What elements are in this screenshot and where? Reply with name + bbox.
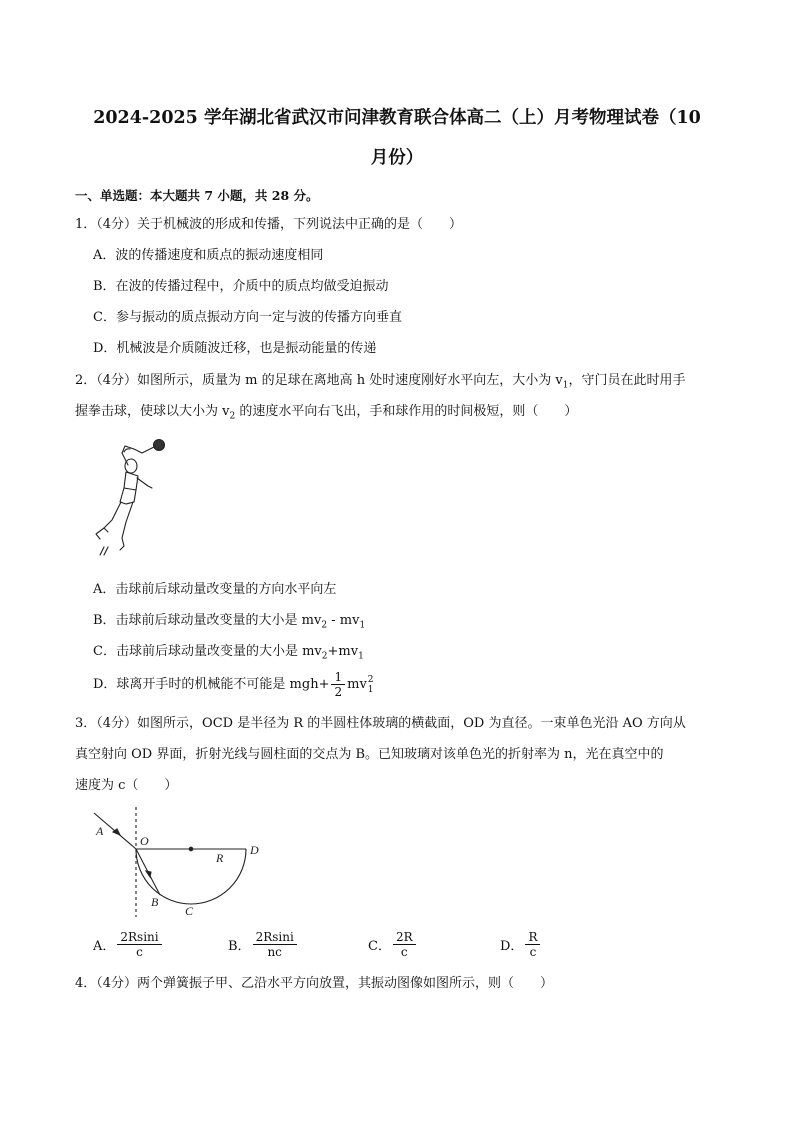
exam-title-line1: 2024-2025 学年湖北省武汉市问津教育联合体高二（上）月考物理试卷（10 [93, 108, 701, 128]
q3-option-d [500, 930, 542, 959]
option-label: C． [368, 939, 391, 954]
fraction-numerator: R [525, 930, 540, 945]
q2-stem-text: 2．（4分）如图所示，质量为 m 的足球在离地高 h 处时速度刚好水平向左，大小为 v [75, 373, 563, 388]
fraction-denominator: nc [267, 945, 282, 959]
q1-option-c: C．参与振动的质点振动方向一定与波的传播方向垂直 [93, 310, 402, 325]
q2-option-a: A．击球前后球动量改变量的方向水平向左 [93, 582, 337, 597]
q3-stem-line1: 3．（4分）如图所示，OCD 是半径为 R 的半圆柱体玻璃的横截面，OD 为直径。一束单色光沿 AO 方向从 [75, 716, 686, 731]
q2-option-b-sub2: 1 [359, 620, 366, 631]
q2-option-b-text: B．击球前后球动量改变量的大小是 mv [93, 613, 322, 628]
label-a: A [96, 824, 104, 838]
label-d: D [250, 843, 259, 857]
goalkeeper-figure [90, 432, 180, 567]
q3-option-d-fraction [525, 930, 540, 959]
q3-option-c [368, 930, 418, 959]
q3-stem-line3: 速度为 c（ ） [75, 778, 178, 793]
exam-title [70, 98, 724, 178]
q2-option-b-mid: - mv [327, 613, 360, 628]
fraction-denominator: c [529, 945, 537, 959]
label-b: B [151, 895, 159, 909]
q2-option-d-fraction [331, 670, 345, 699]
q2-option-c-sub: 2 [321, 651, 328, 662]
q2-stem-text2-end: 的速度水平向右飞出，手和球作用的时间极短，则（ ） [235, 404, 578, 419]
option-label: D． [500, 939, 524, 954]
q2-option-d-mv: mv [347, 676, 367, 692]
q1-option-a: A．波的传播速度和质点的振动速度相同 [93, 248, 324, 263]
q3-option-b [228, 930, 299, 959]
option-label: B． [228, 939, 251, 954]
q3-option-b-fraction [253, 930, 297, 959]
q1-stem: 1．（4分）关于机械波的形成和传播，下列说法中正确的是（ ） [75, 217, 463, 232]
q2-option-d [93, 670, 374, 699]
fraction-denominator: 2 [334, 685, 343, 699]
q2-option-b [93, 612, 365, 635]
fraction-numerator: 2Rsini [117, 930, 161, 945]
section-heading-single-choice: 一、单选题：本大题共 7 小题，共 28 分。 [75, 188, 319, 203]
fraction-numerator: 1 [331, 670, 345, 685]
q3-option-a-fraction [117, 930, 161, 959]
fraction-numerator: 2Rsini [253, 930, 297, 945]
label-r: R [216, 851, 224, 865]
q2-option-d-supsub [368, 675, 374, 695]
q3-option-c-fraction [393, 930, 416, 959]
fraction-numerator: 2R [393, 930, 416, 945]
q2-stem-text2: 握拳击球，使球以大小为 v [75, 404, 230, 419]
q3-option-a [93, 930, 164, 959]
q2-stem-text-end: ，守门员在此时用手 [568, 373, 686, 388]
q2-sub-v1: 1 [562, 380, 569, 391]
exam-title-line2: 月份） [370, 148, 424, 168]
semicircle-glass-figure [90, 805, 270, 920]
q2-stem-line1 [75, 372, 686, 395]
q4-stem: 4．（4分）两个弹簧振子甲、乙沿水平方向放置，其振动图像如图所示，则（ ） [75, 976, 554, 991]
q2-option-c-mid: +mv [327, 644, 359, 659]
q2-option-c-text: C．击球前后球动量改变量的大小是 mv [93, 644, 322, 659]
q2-stem-line2 [75, 403, 577, 426]
label-c: C [185, 904, 194, 918]
q2-sub-v2: 2 [229, 411, 236, 422]
q2-option-d-sub: 1 [367, 684, 374, 695]
q2-option-c-sub2: 1 [358, 651, 364, 662]
label-o: O [140, 834, 149, 848]
fraction-denominator: c [400, 945, 408, 959]
option-label: A． [93, 939, 116, 954]
q2-option-b-sub: 2 [321, 620, 328, 631]
q3-stem-line2: 真空射向 OD 界面，折射光线与圆柱面的交点为 B。已知玻璃对该单色光的折射率为 n，光在真空中的 [75, 747, 664, 762]
fraction-denominator: c [136, 945, 143, 959]
q1-option-b: B．在波的传播过程中，介质中的质点均做受迫振动 [93, 279, 389, 294]
q2-option-d-text: D．球离开手时的机械能不可能是 mgh+ [93, 676, 330, 692]
q2-option-d-sup: 2 [367, 674, 374, 685]
q1-option-d: D．机械波是介质随波迁移，也是振动能量的传递 [93, 341, 377, 356]
q2-option-c [93, 643, 364, 666]
